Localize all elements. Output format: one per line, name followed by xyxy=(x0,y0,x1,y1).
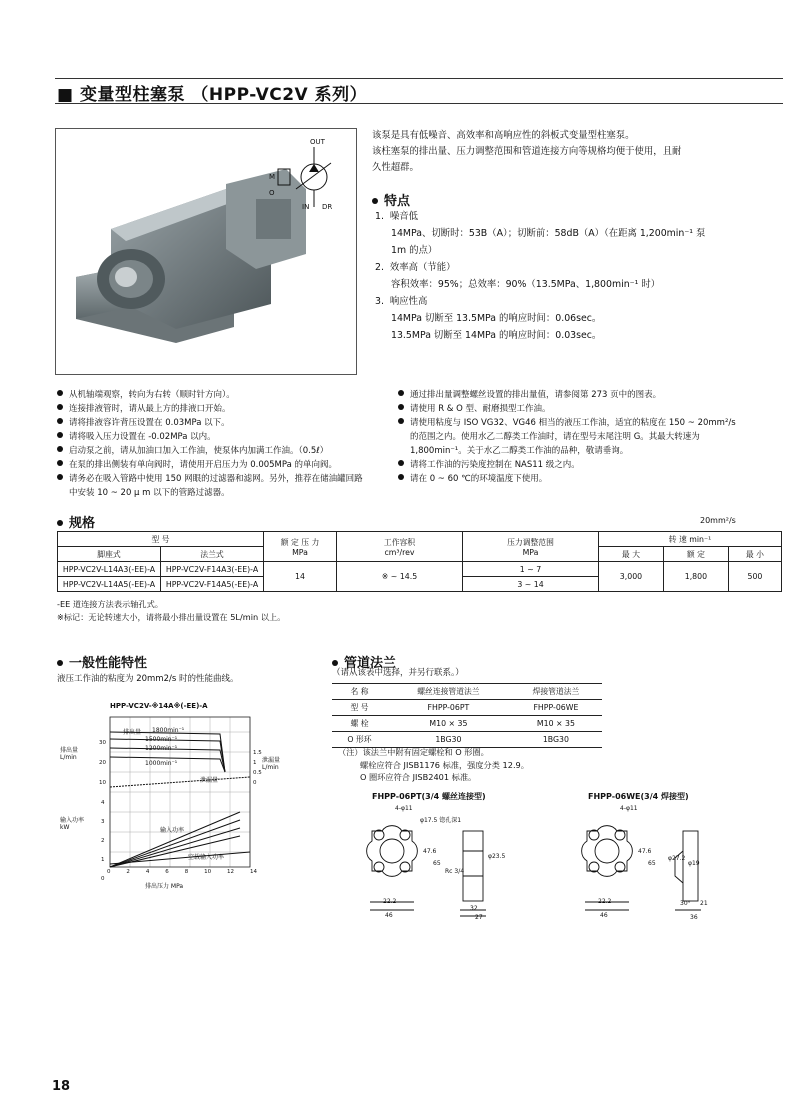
note-item: 启动泵之前，请从加油口加入工作油，使泵体内加满工作油。（0.5ℓ） xyxy=(57,444,392,458)
note-item: 请使用粘度与 ISO VG32、VG46 相当的液压工作油，适宜的粘度在 150 ~ 20mm²/s xyxy=(398,416,783,430)
leak-line xyxy=(110,777,250,787)
dim-label: 65 xyxy=(648,860,656,867)
note-item: 请在 0 ~ 60 ℃的环境温度下使用。 xyxy=(398,472,783,486)
note-item: 请将工作油的污染度控制在 NAS11 级之内。 xyxy=(398,458,783,472)
note-item: 请将吸入压力设置在 -0.02MPa 以内。 xyxy=(57,430,392,444)
input-power-label: 输入功率 xyxy=(160,827,185,834)
x-tick: 2 xyxy=(126,869,130,875)
features-heading: 特点 xyxy=(372,190,410,209)
performance-chart xyxy=(85,712,285,890)
feature-item: 1. 噪音低 xyxy=(375,211,419,222)
note-item: 请务必在吸入管路中使用 150 网眼的过滤器和滤网。另外，推荐在储油罐回路 xyxy=(57,472,392,486)
dim-label: 36 xyxy=(690,914,698,921)
feature-item: 2. 效率高（节能） xyxy=(375,262,456,273)
dim-label: 30° xyxy=(680,900,691,907)
dim-label: 4-φ11 xyxy=(395,805,413,812)
flange-notes: （注）该法兰中附有固定螺栓和 O 形圈。 螺栓应符合 JISB1176 标准，强度分类 12.9。 O 圈环应符合 JISB2401 标准。 xyxy=(338,747,529,782)
y-ticks-power: 4 3 2 1 0 xyxy=(101,800,105,882)
dim-label: φ17.5 锪孔深1 xyxy=(420,817,462,824)
symbol-out-label: OUT xyxy=(310,138,325,146)
note-item: 连接排液管时，请从最上方的排液口开始。 xyxy=(57,402,392,416)
bullet-icon xyxy=(57,520,63,526)
x-tick: 6 xyxy=(165,869,169,875)
y-axis-label-right: 泄漏量 L/min xyxy=(262,757,281,771)
bullet-icon xyxy=(57,660,63,666)
x-tick: 14 xyxy=(249,869,257,875)
flange-table: 名 称 螺丝连接管道法兰 焊接管道法兰 型 号 FHPP-06PT FHPP-06WE 螺 栓 M10 × 35 M10 × 35 O 形环 1BG30 1BG30 xyxy=(332,683,602,748)
dim-label: φ23.5 xyxy=(488,853,506,860)
note-item: 请将排液容许背压设置在 0.03MPa 以下。 xyxy=(57,416,392,430)
x-axis-label: 排出压力 MPa xyxy=(145,883,184,890)
feature-detail: 14MPa 切断至 13.5MPa 的响应时间：0.06sec。 xyxy=(391,313,602,324)
note-item: 从机轴端观察，转向为右转（顺时针方向）。 xyxy=(57,388,392,402)
table-row: HPP-VC2V-L14A5(-EE)-A HPP-VC2V-F14A5(-EE)-A 3 ~ 14 xyxy=(58,577,782,592)
table-row: O 形环 1BG30 1BG30 xyxy=(332,732,602,748)
x-tick: 0 xyxy=(107,869,111,875)
symbol-dr-label: DR xyxy=(322,203,333,211)
table-row: 螺 栓 M10 × 35 M10 × 35 xyxy=(332,716,602,732)
note-item-cont: 1,800min⁻¹。关于水乙二醇类工作油的品种，敬请垂询。 xyxy=(410,446,629,456)
intro-line: 该柱塞泵的排出量、压力调整范围和管道连接方向等规格均便于使用，且耐 xyxy=(372,146,682,157)
y-axis-label: 输入功率 kW xyxy=(60,817,85,831)
page-title: ■ 变量型柱塞泵 （HPP-VC2V 系列） xyxy=(57,85,368,105)
feature-item: 3. 响应性高 xyxy=(375,296,428,307)
note-item: 请使用 R & O 型、耐磨损型工作油。 xyxy=(398,402,783,416)
table-row: 型 号 FHPP-06PT FHPP-06WE xyxy=(332,700,602,716)
product-photo xyxy=(55,128,357,375)
symbol-m-label: M xyxy=(269,173,276,181)
rpm-label: 1800min⁻¹ xyxy=(152,727,185,734)
dim-label: φ27.2 xyxy=(668,855,686,862)
bullet-icon xyxy=(372,198,378,204)
spec-unit: 20mm²/s xyxy=(700,516,736,525)
drawing-1-title: FHPP-06PT(3/4 螺丝连接型) xyxy=(372,792,486,801)
x-tick: 4 xyxy=(145,869,150,875)
idle-power-label: 空载输入功率 xyxy=(188,854,225,861)
pump-illustration xyxy=(56,129,356,374)
x-tick: 12 xyxy=(227,869,235,875)
dim-label: 47.6 xyxy=(638,848,652,855)
symbol-o-label: O xyxy=(269,189,275,197)
spec-footnotes: -EE 道连接方法表示轴孔式。 ※标记：无论转速大小，请将最小排出量设置在 5L/min 以上。 xyxy=(57,599,286,622)
y-ticks-flow: 30 20 10 xyxy=(99,740,106,786)
note-item: 在泵的排出侧装有单向阀时，请使用开启压力为 0.005MPa 的单向阀。 xyxy=(57,458,392,472)
dim-label: 22.2 xyxy=(383,898,397,905)
rpm-label: 1200min⁻¹ xyxy=(145,745,178,752)
dim-label: Rc 3/4 xyxy=(445,868,465,875)
page-number: 18 xyxy=(52,1079,71,1094)
flow-1500-line xyxy=(110,739,225,772)
x-tick: 10 xyxy=(204,869,212,875)
flange-heading: 管道法兰 xyxy=(332,652,396,671)
drawing-2-title: FHPP-06WE(3/4 焊接型) xyxy=(588,792,689,801)
dim-label: 27 xyxy=(475,914,483,921)
perf-heading: 一般性能特性 xyxy=(57,652,147,671)
intro-line: 该泵是具有低噪音、高效率和高响应性的斜板式变量型柱塞泵。 xyxy=(372,130,635,141)
y-ticks-leak: 1.5 1 0.5 0 xyxy=(253,750,262,786)
dim-label: 4-φ11 xyxy=(620,805,638,812)
chart-title: HPP-VC2V-※14A※(-EE)-A xyxy=(110,702,208,710)
feature-detail: 13.5MPa 切断至 14MPa 的响应时间：0.03sec。 xyxy=(391,330,602,341)
rpm-label: 1000min⁻¹ xyxy=(145,760,178,767)
notes-right xyxy=(398,388,783,486)
dim-label: 32 xyxy=(470,905,478,912)
x-tick: 8 xyxy=(184,869,189,875)
dim-label: 21 xyxy=(700,900,708,907)
features-list xyxy=(375,208,775,344)
dim-label: 47.6 xyxy=(423,848,437,855)
x-ticks xyxy=(107,869,257,875)
leak-label: 泄漏量 xyxy=(200,777,219,784)
feature-detail: 容积效率：95%；总效率：90%（13.5MPa、1,800min⁻¹ 时） xyxy=(391,279,661,290)
note-item: 通过排出量调整螺丝设置的排出量值，请参阅第 273 页中的图表。 xyxy=(398,388,783,402)
intro-text xyxy=(372,128,772,176)
flange-subtitle: （请从该表中选择，并另行联系。） xyxy=(332,668,464,678)
feature-detail: 1m 的点） xyxy=(391,245,438,256)
dim-label: 46 xyxy=(600,912,608,919)
dim-label: 65 xyxy=(433,860,441,867)
intro-line: 久性超群。 xyxy=(372,162,419,173)
dim-label: φ19 xyxy=(688,860,700,867)
perf-desc: 液压工作油的粘度为 20mm2/s 时的性能曲线。 xyxy=(57,674,239,684)
symbol-in-label: IN xyxy=(302,203,310,211)
y-axis-label: 排出量 L/min xyxy=(60,747,79,761)
spec-table: 型 号 额 定 压 力 MPa 工作容积 cm³/rev 压力调整范围 MPa 转 速 min⁻¹ 脚座式 法兰式 最 大 额 定 最 小 HPP-VC2V-L14A3(-EE)-A HPP-VC2V-F14A3(-EE)-A 14 ※ ~ 14.5 1 ~ 7 3,000 1,800 500 HPP-VC2V-L14A5(-EE)-A HPP-VC2V-F14A5(-EE)-A 3 ~ 14 xyxy=(57,531,782,592)
note-item-cont: 的范围之内。使用水乙二醇类工作油时，请在型号末尾注明 G。其最大转速为 xyxy=(410,432,700,442)
rpm-label: 1500min⁻¹ xyxy=(145,736,178,743)
dim-label: 46 xyxy=(385,912,393,919)
notes-left xyxy=(57,388,392,500)
note-item-cont: 中安装 10 ~ 20 μ m 以下的管路过滤器。 xyxy=(69,488,230,498)
dim-label: 22.2 xyxy=(598,898,612,905)
spec-heading: 规格 xyxy=(57,512,95,531)
flow-label: 排出量 xyxy=(123,729,142,736)
table-row: HPP-VC2V-L14A3(-EE)-A HPP-VC2V-F14A3(-EE)-A 14 ※ ~ 14.5 1 ~ 7 3,000 1,800 500 xyxy=(58,562,782,577)
feature-detail: 14MPa、切断时：53B（A）；切断前：58dB（A）（在距离 1,200min⁻¹ 泵 xyxy=(391,228,706,239)
